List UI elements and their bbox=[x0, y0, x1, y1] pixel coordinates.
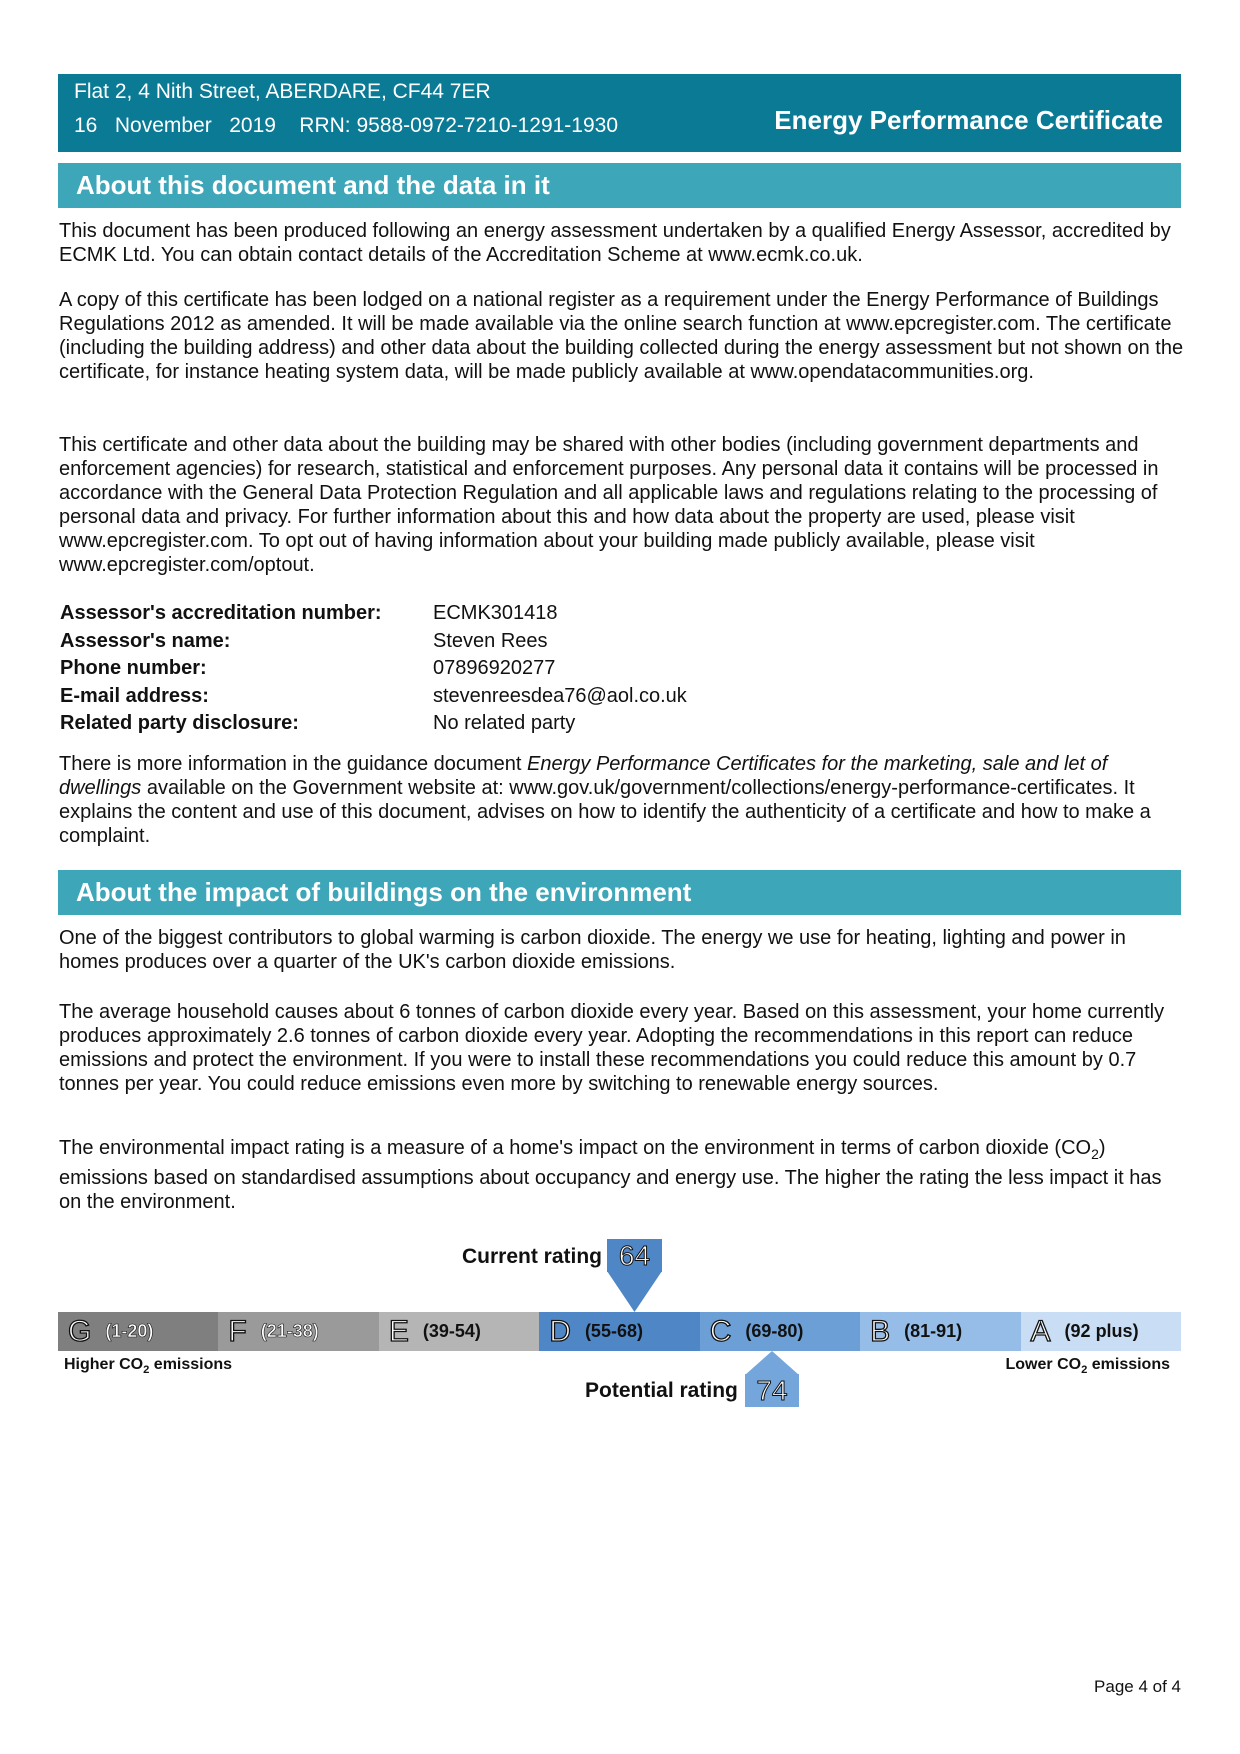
band-range: (39-54) bbox=[422, 1321, 481, 1341]
lower-emissions-note: Lower $CO_2$ emissions bbox=[1005, 1356, 1170, 1377]
guidance-text-continued: available on the Government website at: www.gov.uk/government/collections/energy-performance-certificates. It explains the content and use of this document, advises on how to identify the authenticity of a certificate and how to make a complaint. bbox=[59, 777, 1151, 847]
co2-subscript: 2 bbox=[1091, 1146, 1099, 1162]
rating-band-e bbox=[379, 1312, 539, 1351]
guidance-document-title: Energy Performance Certificates for the marketing, sale and let of dwellings bbox=[59, 753, 1108, 799]
detail-row bbox=[60, 712, 960, 740]
paragraph-household-emissions: The average household causes about 6 tonnes of carbon dioxide every year. Based on this assessment, your home currently produces approximately 2.6 tonnes of carbon dioxide every year. Adopting the recommendations in this report can reduce emissions and protect the environment. If you were to install these recommendations you could reduce this amount by 0.7 tonnes per year. You could reduce emissions even more by switching to renewable energy sources. bbox=[59, 1001, 1165, 1095]
certificate-meta bbox=[74, 114, 618, 138]
detail-row bbox=[60, 685, 960, 713]
detail-row bbox=[60, 630, 960, 658]
detail-row bbox=[60, 657, 960, 685]
rating-band-d bbox=[539, 1312, 699, 1351]
guidance-text: There is more information in the guidance document bbox=[59, 753, 528, 775]
band-range: (55-68) bbox=[584, 1321, 643, 1341]
paragraph-register: A copy of this certificate has been lodged on a national register as a requirement under the Energy Performance of Buildings Regulations 2012 as amended. It will be made available via the online search function at www.epcregister.com. The certificate (including the building address) and other data about the building collected during the energy assessment but not shown on the certificate, for instance heating system data, will be made publicly available at www.opendatacommunities.org. bbox=[59, 289, 1184, 383]
higher-emissions-note: Higher $CO_2$ emissions bbox=[64, 1356, 233, 1377]
rating-band-a bbox=[1021, 1312, 1181, 1351]
section-heading-environment: About the impact of buildings on the environment bbox=[58, 870, 1181, 915]
page-number: Page 4 of 4 bbox=[1094, 1677, 1181, 1696]
certificate-title: Energy Performance Certificate bbox=[774, 105, 1163, 135]
property-address: Flat 2, 4 Nith Street, ABERDARE, CF44 7ER bbox=[74, 80, 491, 103]
paragraph-assessment: This document has been produced following an energy assessment undertaken by a qualified Energy Assessor, accredited by ECMK Ltd. You can obtain contact details of the Accreditation Scheme at www.ecmk.co.uk. bbox=[59, 220, 1171, 266]
band-range: (69-80) bbox=[745, 1321, 804, 1341]
detail-value: ECMK301418 bbox=[433, 602, 558, 624]
detail-label: Related party disclosure: bbox=[60, 712, 299, 734]
potential-rating-pointer bbox=[745, 1351, 799, 1375]
potential-rating-value: 74 bbox=[745, 1374, 799, 1407]
detail-row bbox=[60, 602, 960, 630]
certificate-header bbox=[58, 74, 1181, 152]
current-rating-label: Current rating bbox=[462, 1245, 603, 1268]
band-range: (81-91) bbox=[904, 1321, 963, 1341]
band-letter: A bbox=[1030, 1314, 1051, 1348]
assessor-details bbox=[60, 602, 960, 740]
band-letter: E bbox=[388, 1314, 409, 1348]
band-letter: D bbox=[549, 1314, 571, 1348]
rating-band-f bbox=[218, 1312, 378, 1351]
detail-value: stevenreesdea76@aol.co.uk bbox=[433, 684, 687, 707]
detail-label: Assessor's accreditation number: bbox=[60, 602, 382, 624]
paragraph-data-sharing: This certificate and other data about the building may be shared with other bodies (including government departments and enforcement agencies) for research, statistical and enforcement purposes. Any personal data it contains will be processed in accordance with the General Data Protection Regulation and all applicable laws and regulations relating to the processing of personal data and privacy. For further information about this and how data about the property are used, please visit www.epcregister.com. To opt out of having information about your building made publicly available, please visit www.epcregister.com/optout. bbox=[59, 434, 1159, 576]
detail-label: Phone number: bbox=[60, 657, 207, 679]
certificate-date: 16 November 2019 bbox=[74, 114, 276, 137]
detail-label: Assessor's name: bbox=[60, 629, 231, 652]
detail-value: 07896920277 bbox=[433, 657, 556, 679]
rating-band-c bbox=[700, 1312, 860, 1351]
band-letter: B bbox=[870, 1314, 891, 1348]
rating-band-g bbox=[58, 1312, 218, 1351]
impact-text-continued: ) emissions based on standardised assumptions about occupancy and energy use. The higher the rating the less impact it has on the environment. bbox=[59, 1137, 1162, 1213]
paragraph-guidance bbox=[59, 752, 1184, 848]
band-letter: F bbox=[228, 1314, 247, 1348]
band-range: (92 plus) bbox=[1064, 1321, 1139, 1341]
band-range: (21-38) bbox=[260, 1321, 319, 1341]
band-range: (1-20) bbox=[105, 1321, 154, 1341]
band-letter: C bbox=[709, 1314, 732, 1348]
potential-rating-label: Potential rating bbox=[585, 1379, 738, 1402]
detail-value: Steven Rees bbox=[433, 629, 548, 652]
rating-scale bbox=[58, 1312, 1181, 1351]
rrn-number: RRN: 9588-0972-7210-1291-1930 bbox=[299, 114, 619, 137]
detail-label: E-mail address: bbox=[60, 684, 209, 707]
section-heading-about-document: About this document and the data in it bbox=[58, 163, 1181, 208]
rating-band-b bbox=[860, 1312, 1020, 1351]
paragraph-carbon-intro: One of the biggest contributors to global warming is carbon dioxide. The energy we use for heating, lighting and power in homes produces over a quarter of the UK's carbon dioxide emissions. bbox=[59, 927, 1126, 973]
impact-text: The environmental impact rating is a measure of a home's impact on the environment in terms of carbon dioxide (CO bbox=[59, 1137, 1092, 1159]
detail-value: No related party bbox=[433, 712, 576, 734]
current-rating-pointer bbox=[607, 1271, 662, 1312]
band-letter: G bbox=[68, 1314, 92, 1348]
current-rating-value: 64 bbox=[607, 1239, 662, 1272]
paragraph-impact-rating bbox=[59, 1136, 1184, 1214]
